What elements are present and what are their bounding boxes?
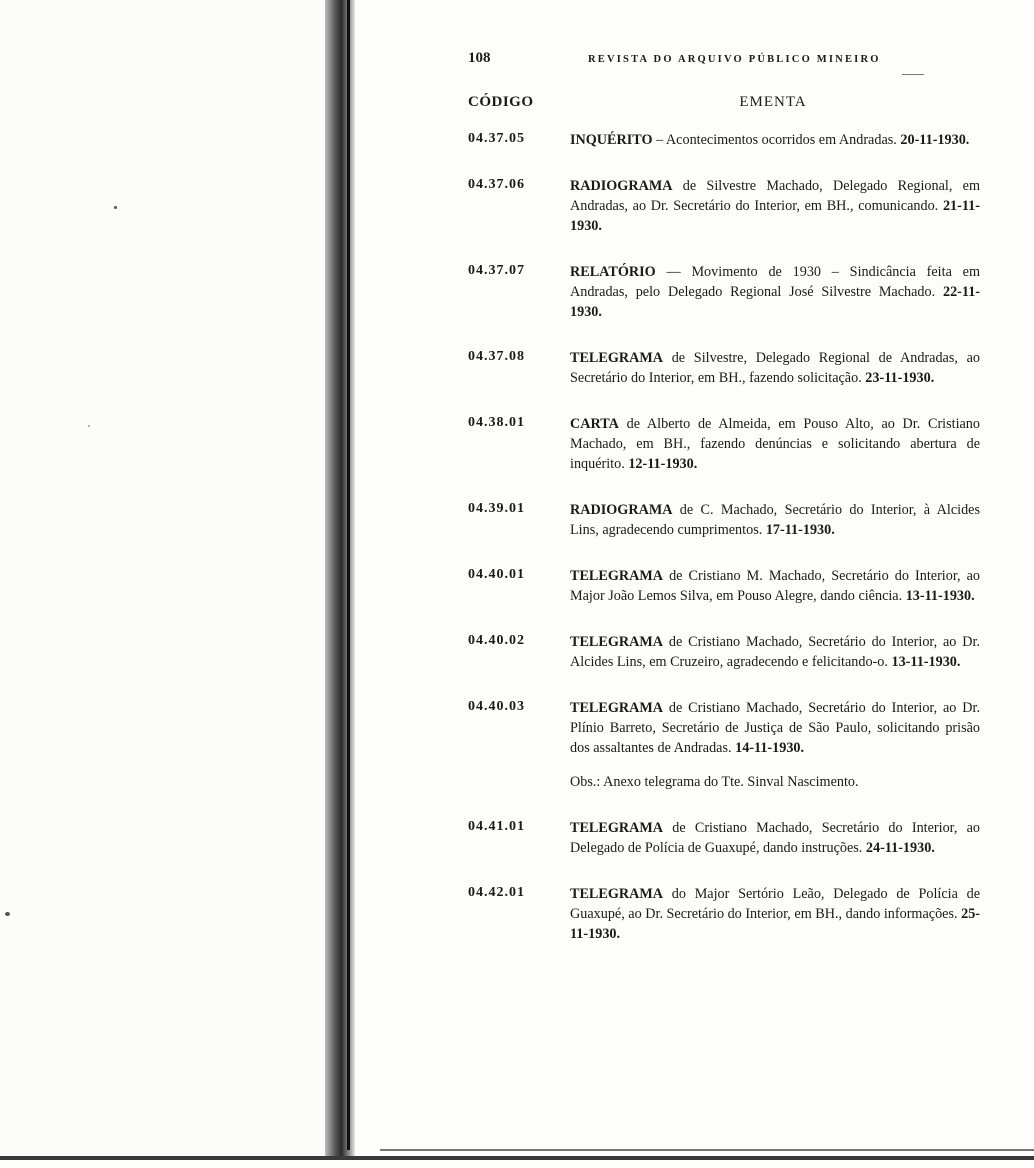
catalog-entry [468,566,1008,606]
entry-code: 04.40.02 [468,633,525,648]
entry-summary [570,348,980,388]
entry-type: CARTA [570,416,619,432]
entry-body: de C. Machado, Secretário do Interior, à Alcides Lins, agradecendo cumprimentos. [570,502,980,538]
gutter-line [347,0,350,1150]
entry-body: de Alberto de Almeida, em Pouso Alto, ao Dr. Cristiano Machado, em BH., fazendo denúncias e solicitando abertura de inquérito. [570,416,980,472]
entry-list [468,130,1008,944]
entry-date: 25-11-1930. [570,906,981,942]
entry-body: – Acontecimentos ocorridos em Andradas. [652,132,897,148]
entry-type: RELATÓRIO [570,264,656,280]
entry-type: INQUÉRITO [570,132,653,148]
entry-code: 04.37.05 [468,131,525,146]
column-heading-code: CÓDIGO [468,94,534,110]
entry-type: TELEGRAMA [570,634,664,650]
entry-type: RADIOGRAMA [570,502,673,518]
catalog-entry [468,884,1008,944]
catalog-entry [468,414,1008,474]
entry-type: TELEGRAMA [570,568,664,584]
catalog-entry [468,698,1008,792]
speck [88,425,90,427]
entry-body: de Cristiano Machado, Secretário do Interior, ao Delegado de Polícia de Guaxupé, dando instruções. [570,820,980,856]
entry-code: 04.39.01 [468,501,525,516]
entry-body: de Silvestre Machado, Delegado Regional, em Andradas, ao Dr. Secretário do Interior, em BH., comunicando. [570,178,980,214]
speck [5,912,10,916]
entry-code: 04.38.01 [468,415,525,430]
entry-summary [570,176,980,236]
catalog-entry [468,130,1008,150]
entry-summary [570,566,980,606]
entry-summary [570,818,980,858]
entry-type: RADIOGRAMA [570,178,673,194]
entry-date: 22-11-1930. [570,284,981,320]
entry-date: 20-11-1930. [900,132,970,148]
entry-code: 04.37.07 [468,263,525,278]
page-number: 108 [468,50,491,66]
entry-type: TELEGRAMA [570,700,664,716]
entry-type: TELEGRAMA [570,820,664,836]
entry-body: de Cristiano Machado, Secretário do Interior, ao Dr. Alcides Lins, em Cruzeiro, agradecendo e felicitando-o. [570,634,980,670]
entry-body: — Movimento de 1930 – Sindicância feita em Andradas, pelo Delegado Regional José Silvestre Machado. [570,264,980,300]
entry-summary [570,130,980,150]
entry-date: 14-11-1930. [735,740,805,756]
left-blank-page [0,0,330,1160]
running-head [468,50,1008,76]
entry-date: 12-11-1930. [628,456,698,472]
entry-summary [570,632,980,672]
entry-code: 04.41.01 [468,819,525,834]
page-bottom-edge [0,1156,1034,1160]
catalog-entry [468,500,1008,540]
entry-date: 24-11-1930. [865,840,935,856]
catalog-entry [468,262,1008,322]
document-page [468,50,1008,970]
entry-summary [570,414,980,474]
entry-date: 13-11-1930. [905,588,975,604]
entry-body: de Cristiano M. Machado, Secretário do Interior, ao Major João Lemos Silva, em Pouso Alegre, dando ciência. [570,568,980,604]
entry-date: 23-11-1930. [865,370,935,386]
column-heading-summary: EMENTA [739,94,807,110]
journal-title: REVISTA DO ARQUIVO PÚBLICO MINEIRO [588,54,881,65]
entry-code: 04.37.08 [468,349,525,364]
entry-body: de Silvestre, Delegado Regional de Andradas, ao Secretário do Interior, em BH., fazendo solicitação. [570,350,980,386]
entry-body: do Major Sertório Leão, Delegado de Polícia de Guaxupé, ao Dr. Secretário do Interior, em BH., dando informações. [570,886,980,922]
catalog-entry [468,176,1008,236]
entry-code: 04.40.01 [468,567,525,582]
column-headings [468,94,1008,130]
entry-summary [570,500,980,540]
entry-summary [570,262,980,322]
entry-type: TELEGRAMA [570,350,664,366]
entry-code: 04.40.03 [468,699,525,714]
entry-date: 17-11-1930. [765,522,835,538]
book-gutter [325,0,355,1160]
entry-date: 21-11-1930. [570,198,980,234]
catalog-entry [468,632,1008,672]
entry-code: 04.42.01 [468,885,525,900]
entry-summary [570,698,980,792]
catalog-entry [468,348,1008,388]
page-bottom-edge-inner [380,1149,1034,1151]
header-rule [902,74,924,75]
entry-type: TELEGRAMA [570,886,664,902]
entry-code: 04.37.06 [468,177,525,192]
entry-body: de Cristiano Machado, Secretário do Interior, ao Dr. Plínio Barreto, Secretário de Justiça de São Paulo, solicitando prisão dos assaltantes de Andradas. [570,700,980,756]
catalog-entry [468,818,1008,858]
entry-summary [570,884,980,944]
entry-date: 13-11-1930. [891,654,961,670]
entry-note: Obs.: Anexo telegrama do Tte. Sinval Nascimento. [570,774,859,790]
speck [114,206,117,209]
